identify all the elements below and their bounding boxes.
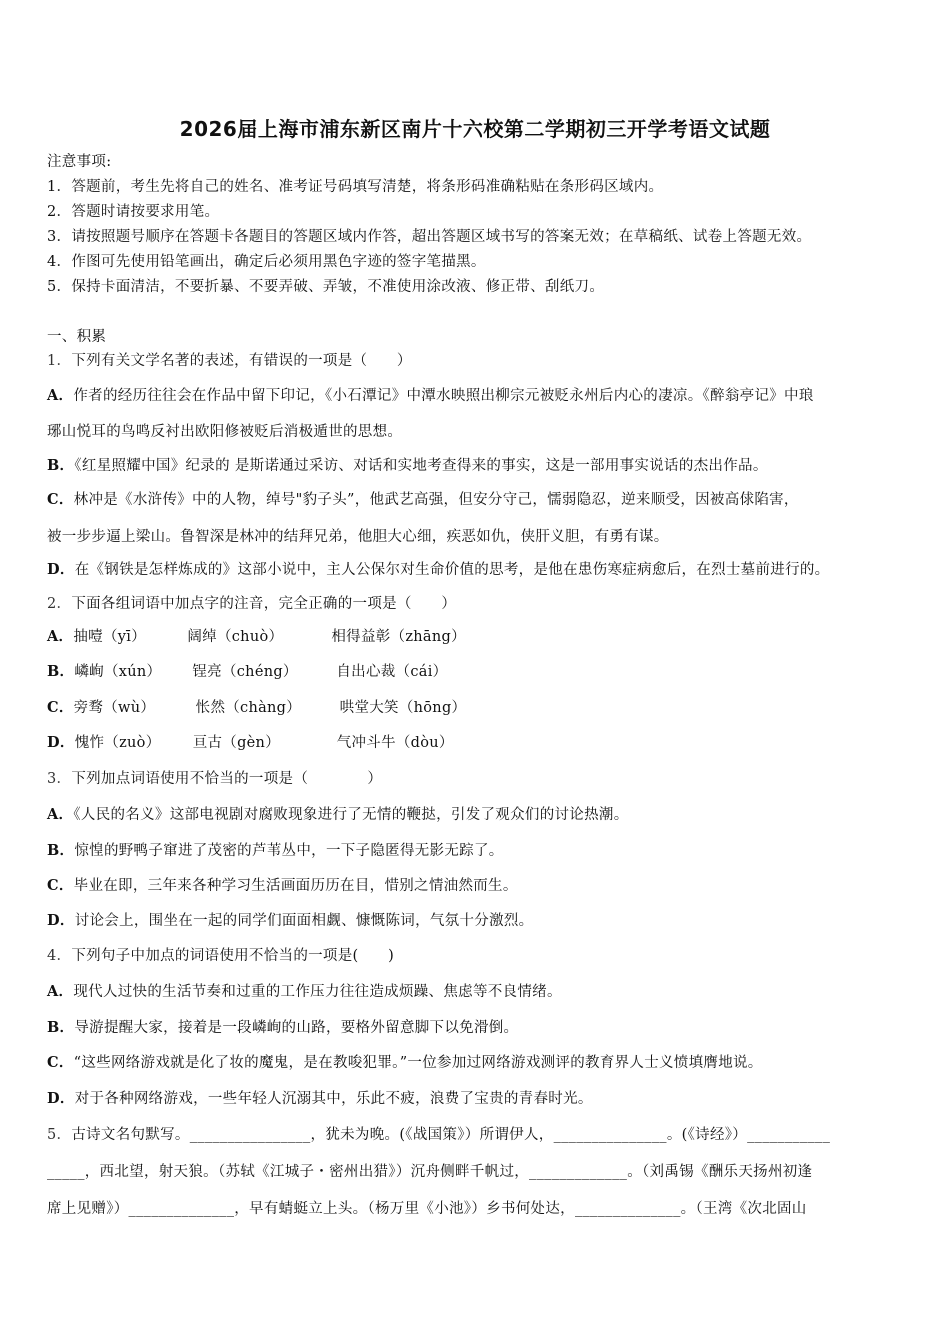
option-text: 对于各种网络游戏，一些年轻人沉溺其中，乐此不疲，浪费了宝贵的青春时光。 bbox=[74, 1091, 593, 1107]
q5-line-3: 席上见赠》）______________，早有蜻蜓立上头。（杨万里《小池》）乡书何处达，______________。（王湾《次北固山 bbox=[47, 1201, 807, 1217]
note-item-1: 1．答题前，考生先将自己的姓名、准考证号码填写清楚，将条形码准确粘贴在条形码区域内。 bbox=[47, 179, 664, 195]
q4-number: 4． bbox=[47, 948, 72, 964]
exam-title: 2026届上海市浦东新区南片十六校第二学期初三开学考语文试题 bbox=[179, 117, 771, 141]
q2-option-c bbox=[47, 698, 466, 718]
option-label: A． bbox=[47, 387, 74, 404]
option-label: B． bbox=[47, 457, 75, 474]
word-1: 抽噎（yī） bbox=[73, 629, 146, 645]
q3-option-d bbox=[47, 911, 533, 931]
q3-option-c bbox=[47, 876, 518, 896]
q1-stem: 下列有关文学名著的表述，有错误的一项是（ ） bbox=[71, 353, 412, 369]
q1-option-c bbox=[47, 490, 799, 510]
q3-number: 3． bbox=[47, 771, 72, 787]
option-text: “这些网络游戏就是化了妆的魔鬼，是在教唆犯罪。”一位参加过网络游戏测评的教育界人士义愤填膺地说。 bbox=[73, 1055, 763, 1071]
option-text: 林冲是《水浒传》中的人物，绰号"豹子头”，他武艺高强，但安分守己，懦弱隐忍，逆来顺受，因被高俅陷害， bbox=[73, 492, 799, 508]
word-1: 愧怍（zuò） bbox=[74, 735, 161, 751]
q1-stem-line bbox=[47, 351, 412, 371]
q4-stem: 下列句子中加点的词语使用不恰当的一项是( ) bbox=[71, 948, 395, 964]
option-text: 导游提醒大家，接着是一段嶙峋的山路，要格外留意脚下以免滑倒。 bbox=[74, 1020, 519, 1036]
option-text: 讨论会上，围坐在一起的同学们面面相觑、慷慨陈词，气氛十分激烈。 bbox=[74, 913, 534, 929]
section-heading: 一、积累 bbox=[47, 329, 107, 345]
q5-line-2: _____，西北望，射天狼。（苏轼《江城子・密州出猎》）沉舟侧畔千帆过，_____________。（刘禹锡《酬乐天扬州初逢 bbox=[47, 1164, 813, 1180]
option-label: A． bbox=[47, 628, 74, 645]
q1-option-a-cont: 琊山悦耳的鸟鸣反衬出欧阳修被贬后消极遁世的思想。 bbox=[47, 424, 403, 440]
option-label: A． bbox=[47, 806, 74, 823]
q3-stem: 下列加点词语使用不恰当的一项是（ ） bbox=[71, 771, 383, 787]
word-2: 阔绰（chuò） bbox=[187, 629, 284, 645]
word-2: 怅然（chàng） bbox=[195, 700, 302, 716]
word-2: 亘古（gèn） bbox=[192, 735, 280, 751]
word-3: 自出心裁（cái） bbox=[336, 664, 448, 680]
notes-heading: 注意事项: bbox=[47, 154, 112, 170]
q5-text: 古诗文名句默写。________________，犹未为晚。(《战国策》）所谓伊人，_______________。(《诗经》）___________ bbox=[71, 1127, 831, 1143]
option-text: 惊惶的野鸭子窜进了茂密的芦苇丛中，一下子隐匿得无影无踪了。 bbox=[74, 843, 504, 859]
q4-stem-line bbox=[47, 946, 394, 966]
q1-option-d bbox=[47, 560, 829, 580]
q4-option-b bbox=[47, 1018, 518, 1038]
word-3: 哄堂大笑（hōng） bbox=[339, 700, 467, 716]
q1-option-c-cont: 被一步步逼上梁山。鲁智深是林冲的结拜兄弟，他胆大心细，疾恶如仇，侠肝义胆，有勇有谋。 bbox=[47, 529, 669, 545]
q1-number: 1． bbox=[47, 353, 72, 369]
option-text: 现代人过快的生活节奏和过重的工作压力往往造成烦躁、焦虑等不良情绪。 bbox=[73, 984, 562, 1000]
option-text: 作者的经历往往会在作品中留下印记，《小石潭记》中潭水映照出柳宗元被贬永州后内心的凄凉。《醉翁亭记》中琅 bbox=[73, 388, 814, 404]
q1-option-a bbox=[47, 386, 814, 406]
option-text: 在《钢铁是怎样炼成的》这部小说中，主人公保尔对生命价值的思考，是他在患伤寒症病愈后，在烈士墓前进行的。 bbox=[74, 562, 830, 578]
word-3: 相得益彰（zhāng） bbox=[331, 629, 466, 645]
q2-number: 2． bbox=[47, 596, 72, 612]
q2-stem-line bbox=[47, 594, 456, 614]
option-label: B． bbox=[47, 663, 75, 680]
word-1: 嶙峋（xún） bbox=[74, 664, 162, 680]
q3-option-a bbox=[47, 805, 629, 825]
q2-option-b bbox=[47, 662, 447, 682]
word-3: 气冲斗牛（dòu） bbox=[336, 735, 454, 751]
q2-stem: 下面各组词语中加点字的注音，完全正确的一项是（ ） bbox=[71, 596, 457, 612]
option-label: B． bbox=[47, 842, 75, 859]
note-item-3: 3．请按照题号顺序在答题卡各题目的答题区域内作答，超出答题区域书写的答案无效；在草稿纸、试卷上答题无效。 bbox=[47, 229, 812, 245]
option-label: B． bbox=[47, 1019, 75, 1036]
note-item-5: 5．保持卡面清洁，不要折暴、不要弄破、弄皱，不准使用涂改液、修正带、刮纸刀。 bbox=[47, 279, 605, 295]
q3-stem-line bbox=[47, 769, 382, 789]
word-1: 旁骛（wù） bbox=[73, 700, 156, 716]
option-label: C． bbox=[47, 1054, 74, 1071]
option-text: 《红星照耀中国》纪录的 是斯诺通过采访、对话和实地考查得来的事实，这是一部用事实说话的杰出作品。 bbox=[74, 458, 768, 474]
option-label: D． bbox=[47, 734, 75, 751]
q4-option-c bbox=[47, 1053, 763, 1073]
q2-option-a bbox=[47, 627, 466, 647]
option-label: C． bbox=[47, 877, 74, 894]
note-item-2: 2．答题时请按要求用笔。 bbox=[47, 204, 220, 220]
option-label: A． bbox=[47, 983, 74, 1000]
option-label: C． bbox=[47, 699, 74, 716]
option-text: 毕业在即，三年来各种学习生活画面历历在目，惜别之情油然而生。 bbox=[73, 878, 518, 894]
word-2: 锃亮（chéng） bbox=[192, 664, 298, 680]
q5-line-1 bbox=[47, 1125, 830, 1145]
note-item-4: 4．作图可先使用铅笔画出，确定后必须用黑色字迹的签字笔描黑。 bbox=[47, 254, 486, 270]
option-label: C． bbox=[47, 491, 74, 508]
option-label: D． bbox=[47, 1090, 75, 1107]
q2-option-d bbox=[47, 733, 454, 753]
q4-option-d bbox=[47, 1089, 593, 1109]
option-label: D． bbox=[47, 561, 75, 578]
option-label: D． bbox=[47, 912, 75, 929]
q5-number: 5． bbox=[47, 1127, 72, 1143]
q1-option-b bbox=[47, 456, 768, 476]
q3-option-b bbox=[47, 841, 504, 861]
option-text: 《人民的名义》这部电视剧对腐败现象进行了无情的鞭挞，引发了观众们的讨论热潮。 bbox=[73, 807, 629, 823]
q4-option-a bbox=[47, 982, 562, 1002]
